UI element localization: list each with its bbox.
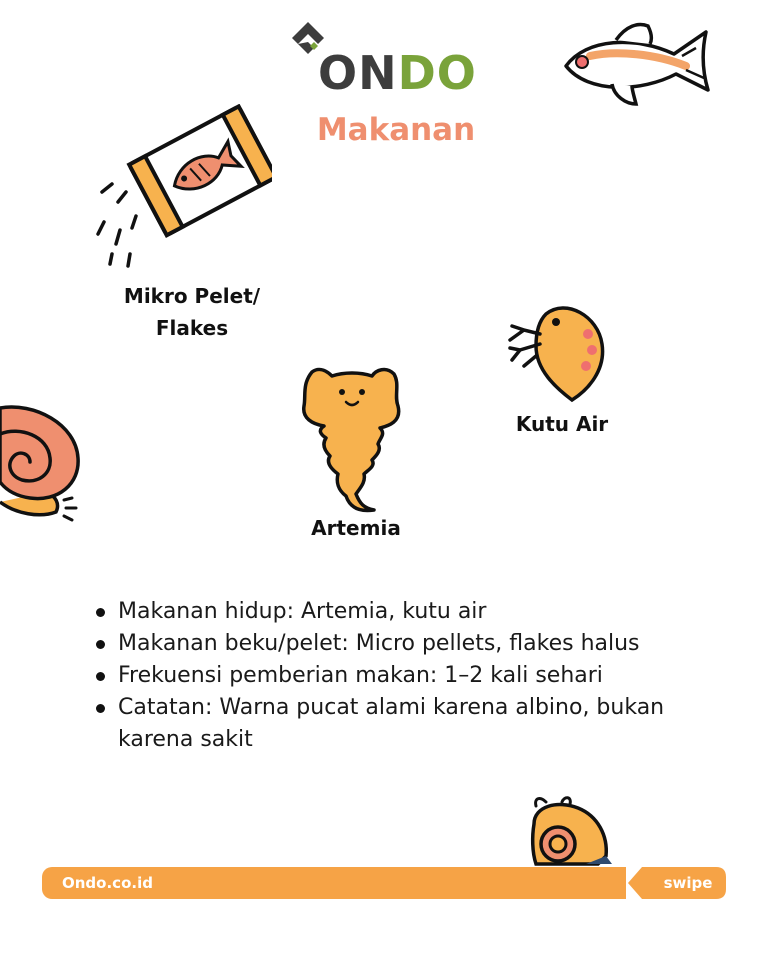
food-label-micro-pellet xyxy=(104,280,280,344)
note-item-remark: Catatan: Warna pucat alami karena albino, bukan karena sakit xyxy=(92,692,712,756)
snail-small-icon xyxy=(528,796,614,868)
food-label-micro-pellet-line1: Mikro Pelet/ xyxy=(123,284,261,308)
care-notes-list xyxy=(92,596,712,756)
brand-logo xyxy=(288,20,488,100)
food-label-daphnia: Kutu Air xyxy=(515,412,609,436)
snail-icon xyxy=(0,404,84,524)
note-item-live-food: Makanan hidup: Artemia, kutu air xyxy=(92,596,712,628)
daphnia-icon xyxy=(506,300,610,404)
brand-part-do: DO xyxy=(397,46,477,100)
brand-wordmark xyxy=(318,46,477,100)
food-label-micro-pellet-line2: Flakes xyxy=(155,316,229,340)
page-subtitle: Makanan xyxy=(316,112,476,148)
albino-fish-icon xyxy=(556,18,728,108)
note-item-frozen-food: Makanan beku/pelet: Micro pellets, flakes halus xyxy=(92,628,712,660)
note-item-feeding-frequency: Frekuensi pemberian makan: 1–2 kali sehari xyxy=(92,660,712,692)
footer-site-link[interactable]: Ondo.co.id xyxy=(62,874,153,892)
food-label-artemia: Artemia xyxy=(311,516,401,540)
fish-food-pack-icon xyxy=(92,104,272,270)
swipe-button[interactable]: swipe xyxy=(663,874,713,892)
brand-part-on: ON xyxy=(318,46,398,100)
artemia-icon xyxy=(298,362,406,514)
